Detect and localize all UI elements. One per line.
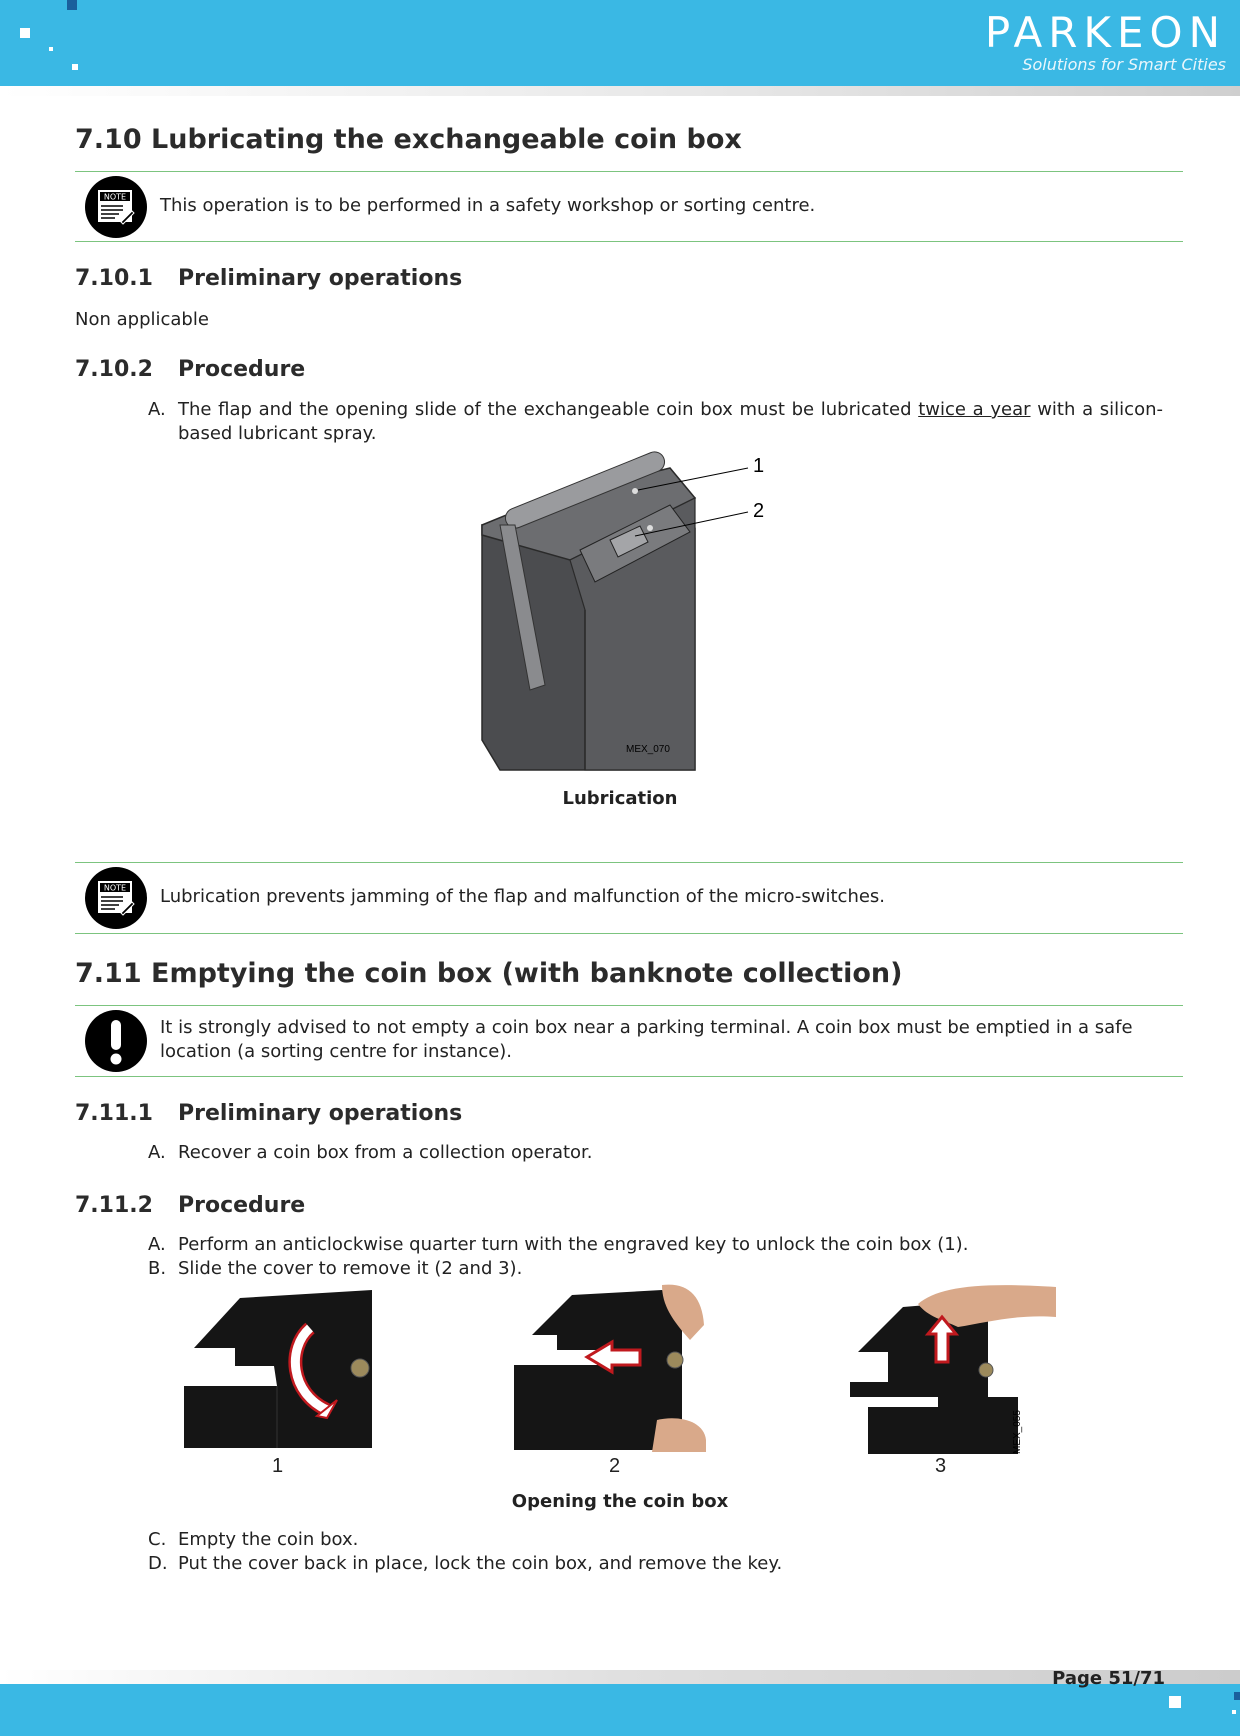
warning-icon bbox=[85, 1010, 147, 1072]
logo-brand: PARKEON bbox=[984, 8, 1226, 57]
warning-text: It is strongly advised to not empty a coin box near a parking terminal. A coin box must be emptied in a safe location (a sorting centre for instance). bbox=[160, 1017, 1133, 1062]
emphasis-frequency: twice a year bbox=[918, 399, 1031, 420]
photo-label-3: 3 bbox=[935, 1455, 947, 1477]
subsection-label: Procedure bbox=[178, 357, 306, 382]
note-icon bbox=[85, 867, 147, 929]
subsection-label: Procedure bbox=[178, 1193, 306, 1218]
note-text: Lubrication prevents jamming of the flap and malfunction of the micro-switches. bbox=[160, 886, 886, 907]
section-title-7-10: 7.10 Lubricating the exchangeable coin box bbox=[75, 124, 742, 155]
list-letter: C. bbox=[148, 1529, 167, 1550]
list-text: Put the cover back in place, lock the coin box, and remove the key. bbox=[178, 1553, 783, 1574]
subsection-number: 7.11.2 bbox=[75, 1193, 153, 1218]
list-text: Slide the cover to remove it (2 and 3). bbox=[178, 1258, 523, 1279]
list-item bbox=[148, 1141, 1163, 1165]
logo-tagline: Solutions for Smart Cities bbox=[1022, 55, 1226, 74]
procedure-list bbox=[148, 1528, 1163, 1576]
subsection-number: 7.10.2 bbox=[75, 357, 153, 382]
svg-text:NOTE: NOTE bbox=[103, 192, 127, 202]
list-letter: A. bbox=[148, 1142, 166, 1163]
footer-decor-square bbox=[1234, 1692, 1240, 1700]
page-footer bbox=[0, 1684, 1240, 1736]
list-item bbox=[148, 1233, 1163, 1257]
header-decor-square bbox=[67, 0, 77, 10]
list-text-part: The flap and the opening slide of the exchangeable coin box must be lubricated bbox=[178, 399, 919, 420]
list-text: Perform an anticlockwise quarter turn with the engraved key to unlock the coin box (1). bbox=[178, 1234, 969, 1255]
subsection-title-7-10-2 bbox=[75, 357, 305, 382]
photo-reference: MEX_055 bbox=[1012, 1410, 1023, 1454]
svg-text:NOTE: NOTE bbox=[103, 883, 127, 893]
parkeon-logo bbox=[985, 10, 1226, 74]
figure-reference: MEX_070 bbox=[626, 744, 670, 755]
list-item bbox=[148, 1552, 1163, 1576]
callout-label-1: 1 bbox=[753, 455, 765, 477]
header-decor-dot bbox=[72, 64, 78, 70]
list-text bbox=[178, 398, 1163, 446]
footer-decor-square bbox=[1169, 1696, 1181, 1708]
page-number: Page 51/71 bbox=[1052, 1668, 1165, 1689]
lubrication-figure bbox=[470, 440, 770, 780]
subsection-title-7-11-1 bbox=[75, 1101, 462, 1126]
note-box bbox=[75, 862, 1183, 934]
subsection-number: 7.11.1 bbox=[75, 1101, 153, 1126]
list-letter: D. bbox=[148, 1553, 168, 1574]
footer-decor-dot bbox=[1232, 1710, 1236, 1714]
subsection-number: 7.10.1 bbox=[75, 266, 153, 291]
list-letter: B. bbox=[148, 1258, 167, 1279]
list-text-part: with a silicon-based lubricant spray. bbox=[178, 399, 1163, 444]
header-decor-square bbox=[20, 28, 30, 38]
list-text: Recover a coin box from a collection operator. bbox=[178, 1142, 593, 1163]
paragraph: Non applicable bbox=[75, 309, 209, 330]
figure-caption: Lubrication bbox=[562, 788, 678, 809]
coin-box-photo-1 bbox=[182, 1288, 382, 1453]
procedure-list bbox=[148, 398, 1163, 446]
procedure-list bbox=[148, 1141, 1163, 1165]
note-text: This operation is to be performed in a safety workshop or sorting centre. bbox=[160, 195, 816, 216]
coin-box-photo-3 bbox=[848, 1282, 1056, 1454]
callout-label-2: 2 bbox=[753, 500, 765, 522]
procedure-list bbox=[148, 1233, 1163, 1281]
photo-label-2: 2 bbox=[609, 1455, 621, 1477]
list-text: Empty the coin box. bbox=[178, 1529, 359, 1550]
list-item bbox=[148, 1257, 1163, 1281]
header-divider bbox=[0, 86, 1240, 96]
list-letter: A. bbox=[148, 1234, 166, 1255]
subsection-label: Preliminary operations bbox=[178, 266, 463, 291]
list-letter: A. bbox=[148, 399, 166, 420]
photo-label-1: 1 bbox=[272, 1455, 284, 1477]
subsection-label: Preliminary operations bbox=[178, 1101, 463, 1126]
list-item bbox=[148, 1528, 1163, 1552]
note-icon bbox=[85, 176, 147, 238]
note-box bbox=[75, 171, 1183, 242]
header-decor-dot bbox=[49, 47, 53, 51]
coin-box-photo-2 bbox=[512, 1280, 707, 1453]
list-item bbox=[148, 398, 1163, 446]
figure-caption: Opening the coin box bbox=[511, 1491, 729, 1512]
section-title-7-11: 7.11 Emptying the coin box (with banknote collection) bbox=[75, 958, 903, 989]
subsection-title-7-10-1 bbox=[75, 266, 462, 291]
warning-box bbox=[75, 1005, 1183, 1077]
subsection-title-7-11-2 bbox=[75, 1193, 305, 1218]
page-header bbox=[0, 0, 1240, 86]
